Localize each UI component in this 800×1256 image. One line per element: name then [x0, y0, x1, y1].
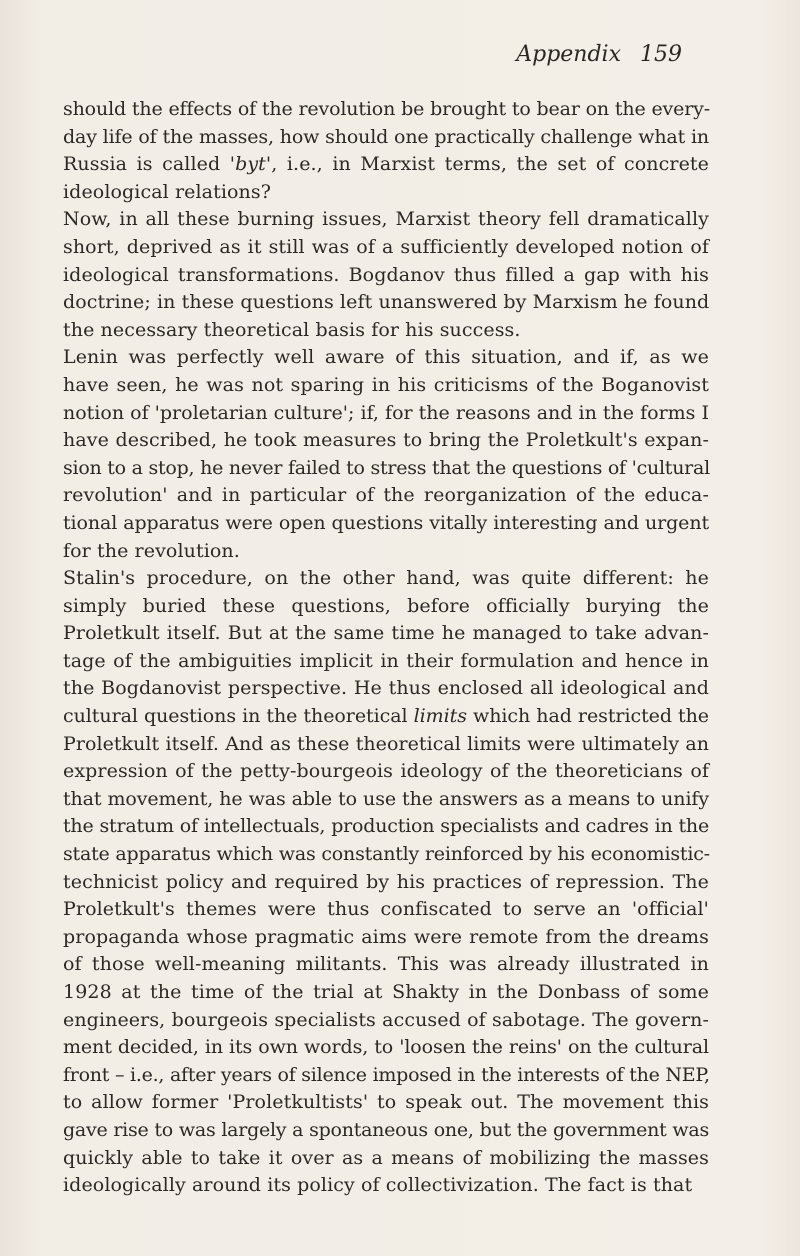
text-line: to allow former 'Proletkultists' to speak out. The movement this	[63, 1091, 709, 1114]
text-line: 1928 at the time of the trial at Shakty in the Donbass of some	[63, 981, 709, 1003]
text-line: engineers, bourgeois specialists accused of sabotage. The govern-	[63, 1008, 709, 1031]
text-line: gave rise to was largely a spontaneous one, but the government was	[63, 1118, 709, 1141]
text-line: notion of 'proletarian culture'; if, for the reasons and in the forms I	[63, 401, 709, 424]
text-line: propaganda whose pragmatic aims were remote from the dreams	[63, 925, 709, 948]
text-line: tage of the ambiguities implicit in their formulation and hence in	[63, 649, 709, 672]
text-line: ideologically around its policy of collectivization. The fact is that	[63, 1174, 693, 1197]
text-line: tional apparatus were open questions vitally interesting and urgent	[63, 511, 709, 534]
text-line: have seen, he was not sparing in his criticisms of the Boganovist	[63, 373, 709, 396]
text-line: that movement, he was able to use the answers as a means to unify	[63, 787, 709, 810]
paragraph	[63, 206, 709, 344]
text-line: Proletkult's themes were thus confiscated to serve an 'official'	[63, 898, 709, 921]
text-line: simply buried these questions, before officially burying the	[63, 594, 709, 617]
text-line: ideological relations?	[63, 180, 272, 203]
paragraph	[63, 565, 709, 1200]
text-line: front – i.e., after years of silence imposed in the interests of the NEP,	[63, 1063, 710, 1086]
text-line: revolution' and in particular of the reorganization of the educa-	[63, 484, 709, 507]
text-line: Proletkult itself. And as these theoretical limits were ultimately an	[63, 732, 709, 755]
text-line: of those well-meaning militants. This was already illustrated in	[63, 953, 709, 976]
running-header-title: Appendix	[516, 42, 621, 67]
text-line: should the effects of the revolution be brought to bear on the every-	[63, 98, 711, 120]
page-number: 159	[640, 42, 682, 67]
text-line: ideological transformations. Bogdanov thus filled a gap with his	[63, 263, 709, 286]
text-line: technicist policy and required by his practices of repression. The	[63, 870, 709, 893]
text-line: the necessary theoretical basis for his success.	[63, 318, 521, 341]
running-header	[516, 42, 682, 67]
text-line: sion to a stop, he never failed to stress that the questions of 'cultural	[63, 456, 710, 479]
text-line: Russia is called 'byt', i.e., in Marxist terms, the set of concrete	[63, 153, 709, 176]
text-line: the Bogdanovist perspective. He thus enclosed all ideological and	[63, 677, 709, 700]
text-line: Lenin was perfectly well aware of this situation, and if, as we	[63, 346, 709, 369]
text-line: ment decided, in its own words, to 'loosen the reins' on the cultural	[63, 1036, 709, 1059]
text-line: state apparatus which was constantly reinforced by his economistic-	[63, 843, 710, 866]
text-line: for the revolution.	[63, 539, 240, 562]
text-line: short, deprived as it still was of a sufficiently developed notion of	[63, 235, 709, 258]
text-line: day life of the masses, how should one practically challenge what in	[63, 125, 709, 148]
body-text	[63, 96, 709, 1200]
text-line: cultural questions in the theoretical limits which had restricted the	[63, 705, 709, 728]
text-line: quickly able to take it over as a means of mobilizing the masses	[63, 1146, 709, 1169]
text-line: Stalin's procedure, on the other hand, was quite different: he	[63, 567, 709, 590]
text-line: the stratum of intellectuals, production specialists and cadres in the	[63, 815, 709, 838]
text-line: Now, in all these burning issues, Marxist theory fell dramatically	[63, 208, 709, 231]
text-line: doctrine; in these questions left unanswered by Marxism he found	[63, 291, 710, 314]
text-line: have described, he took measures to bring the Proletkult's expan-	[63, 429, 709, 452]
paragraph	[63, 96, 709, 206]
paragraph	[63, 344, 709, 565]
text-line: Proletkult itself. But at the same time he managed to take advan-	[63, 622, 709, 645]
text-line: expression of the petty-bourgeois ideology of the theoreticians of	[63, 760, 709, 783]
